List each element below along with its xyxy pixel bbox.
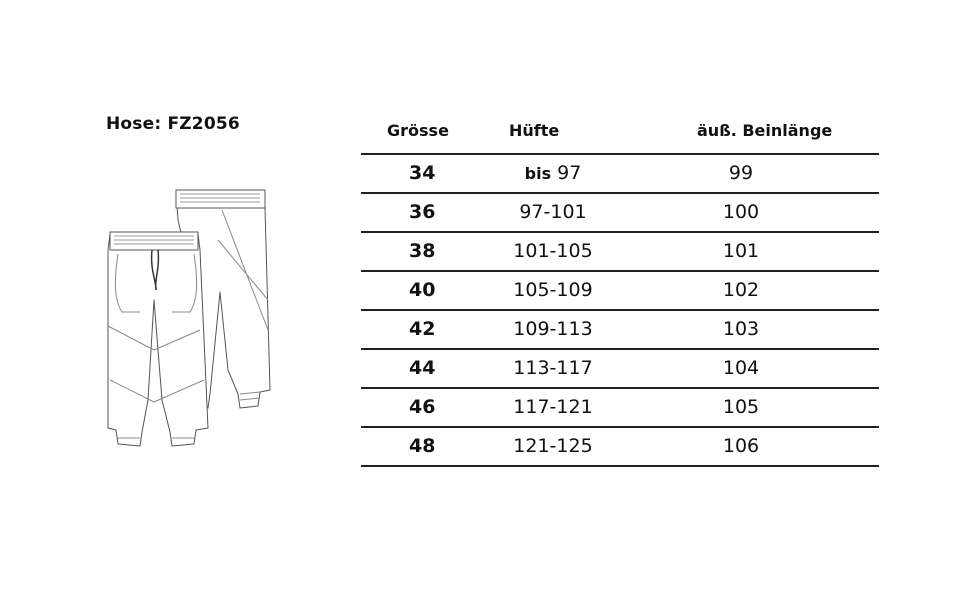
leg-cell: 101: [722, 240, 760, 262]
hip-cell: 121-125: [513, 435, 593, 457]
leg-cell: 106: [722, 435, 760, 457]
size-cell: 42: [409, 318, 436, 340]
leg-cell: 105: [722, 396, 760, 418]
leg-cell: 102: [722, 279, 760, 301]
size-cell: 40: [409, 279, 436, 301]
table-row: [361, 233, 879, 272]
hip-cell: 105-109: [513, 279, 593, 301]
table-row: [361, 428, 879, 467]
size-cell: 44: [409, 357, 436, 379]
header-hip: Hüfte: [509, 121, 560, 140]
pants-illustration: [100, 180, 280, 460]
hip-prefix: bis: [524, 164, 552, 183]
table-body: [361, 153, 879, 467]
size-cell: 38: [409, 240, 436, 262]
leg-cell: 104: [722, 357, 760, 379]
leg-cell: 103: [722, 318, 760, 340]
size-cell: 48: [409, 435, 436, 457]
hip-cell: [498, 155, 608, 192]
hip-cell: 109-113: [513, 318, 593, 340]
leg-cell: 99: [728, 162, 754, 184]
table-row: [361, 155, 879, 194]
hip-cell: 101-105: [513, 240, 593, 262]
size-cell: 36: [409, 201, 436, 223]
hip-cell: 97-101: [519, 201, 587, 223]
table-row: [361, 272, 879, 311]
table-row: [361, 389, 879, 428]
table-row: [361, 311, 879, 350]
leg-cell: 100: [722, 201, 760, 223]
header-size: Grösse: [387, 121, 449, 140]
size-cell: 46: [409, 396, 436, 418]
header-leg-length: äuß. Beinlänge: [697, 121, 833, 140]
table-row: [361, 350, 879, 389]
size-cell: 34: [409, 162, 436, 184]
product-title: Hose: FZ2056: [106, 114, 240, 134]
hip-cell: 117-121: [513, 396, 593, 418]
hip-value: 97: [557, 162, 582, 184]
hip-cell: 113-117: [513, 357, 593, 379]
table-row: [361, 194, 879, 233]
